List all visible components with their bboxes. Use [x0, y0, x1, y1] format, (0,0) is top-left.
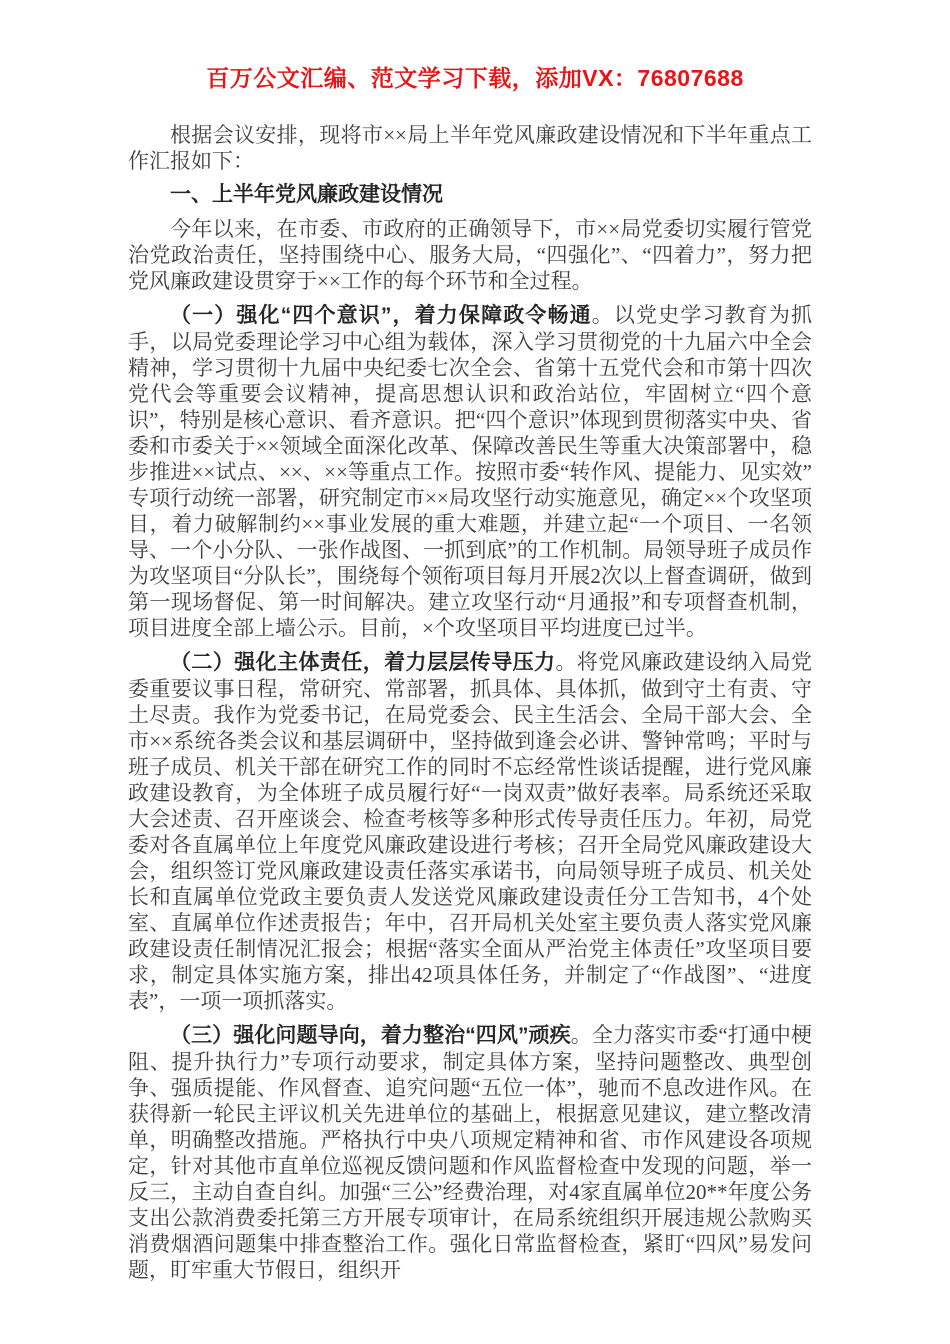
subsection-body-2: 。将党风廉政建设纳入局党委重要议事日程，常研究、常部署，抓具体、具体抓，做到守土有责、守土尽责。我作为党委书记，在局党委会、民主生活会、全局干部大会、全市××系统各类会议和基层调研中，坚持做到逢会必讲、警钟常鸣；平时与班子成员、机关干部在研究工作的同时不忘经常性谈话提醒，进行党风廉政建设教育，为全体班子成员履行好“一岗双责”做好表率。局系统还采取大会述责、召开座谈会、检查考核等多种形式传导责任压力。年初，局党委对各直属单位上年度党风廉政建设进行考核；召开全局党风廉政建设大会，组织签订党风廉政建设责任落实承诺书，向局领导班子成员、机关处长和直属单位党政主要负责人发送党风廉政建设责任分工告知书，4个处室、直属单位作述责报告；年中，召开局机关处室主要负责人落实党风廉政建设责任制情况汇报会；根据“落实全面从严治党主体责任”攻坚项目要求，制定具体实施方案，排出42项具体任务，并制定了“作战图”、“进度表”，一项一项抓落实。 [128, 650, 813, 1013]
subsection-paragraph-3 [128, 1022, 812, 1283]
subsection-lead-3: （三）强化问题导向，着力整治“四风”顽疾 [170, 1024, 571, 1047]
subsection-lead-2: （二）强化主体责任，着力层层传导压力 [170, 651, 556, 674]
subsection-paragraph-1 [128, 302, 812, 641]
overview-paragraph: 今年以来，在市委、市政府的正确领导下，市××局党委切实履行管党治党政治责任，坚持围绕中心、服务大局，“四强化”、“四着力”，努力把党风廉政建设贯穿于××工作的每个环节和全过程。 [128, 217, 812, 293]
subsection-lead-1: （一）强化“四个意识”，着力保障政令畅通 [170, 304, 592, 327]
section-heading: 一、上半年党风廉政建设情况 [170, 183, 443, 206]
subsection-body-1: 。以党史学习教育为抓手，以局党委理论学习中心组为载体，深入学习贯彻党的十九届六中全会精神，学习贯彻十九届中央纪委七次全会、省第十五党代会和市第十四次党代会等重要会议精神，提高思想认识和政治站位，牢固树立“四个意识”，特别是核心意识、看齐意识。把“四个意识”体现到贯彻落实中央、省委和市委关于××领域全面深化改革、保障改善民生等重大决策部署中，稳步推进××试点、××、××等重点工作。按照市委“转作风、提能力、见实效”专项行动统一部署，研究制定市××局攻坚行动实施意见，确定××个攻坚项目，着力破解制约××事业发展的重大难题，并建立起“一个项目、一名领导、一个小分队、一张作战图、一抓到底”的工作机制。局领导班子成员作为攻坚项目“分队长”，围绕每个领衔项目每月开展2次以上督查调研，做到第一现场督促、第一时间解决。建立攻坚行动“月通报”和专项督查机制，项目进度全部上墙公示。目前，×个攻坚项目平均进度已过半。 [128, 303, 813, 640]
document-body [128, 122, 812, 1283]
subsection-body-3: 。全力落实市委“打通中梗阻、提升执行力”专项行动要求，制定具体方案，坚持问题整改、典型创争、强质提能、作风督查、追究问题“五位一体”，驰而不息改进作风。在获得新一轮民主评议机关先进单位的基础上，根据意见建议，建立整改清单，明确整改措施。严格执行中央八项规定精神和省、市作风建设各项规定，针对其他市直单位巡视反馈问题和作风监督检查中发现的问题，举一反三，主动自查自纠。加强“三公”经费治理，对4家直属单位20**年度公务支出公款消费委托第三方开展专项审计，在局系统组织开展违规公款购买消费烟酒问题集中排查整治工作。强化日常监督检查，紧盯“四风”易发问题，盯牢重大节假日，组织开 [128, 1023, 813, 1282]
intro-paragraph: 根据会议安排，现将市××局上半年党风廉政建设情况和下半年重点工作汇报如下： [128, 123, 812, 173]
promo-banner-text: 百万公文汇编、范文学习下载，添加VX：76807688 [206, 65, 744, 91]
subsection-paragraph-2 [128, 649, 812, 1014]
